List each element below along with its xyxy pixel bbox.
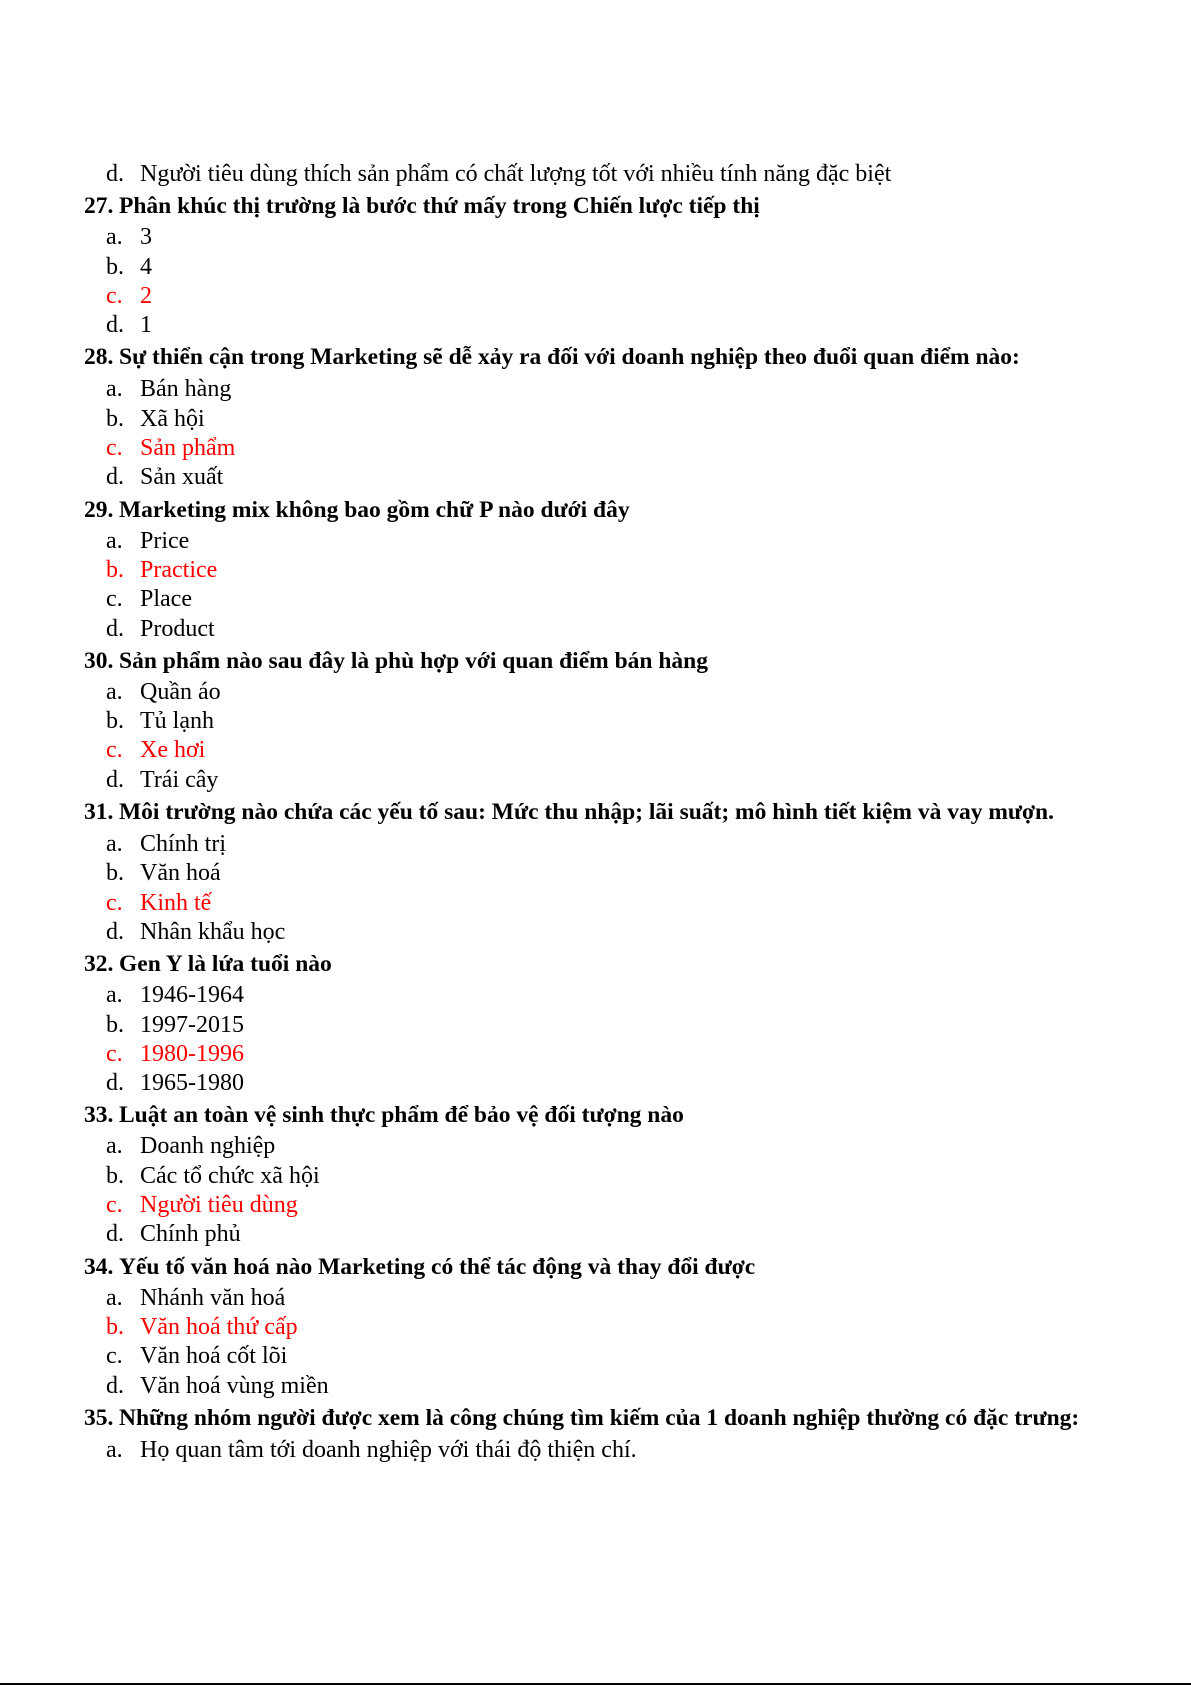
answer-option [84,859,1124,888]
answer-option [84,405,1124,434]
answer-option [84,527,1124,556]
answer-option [84,1372,1124,1401]
option-text: 1997-2015 [140,1011,244,1038]
option-text: Product [140,615,215,642]
option-letter: c. [106,889,123,916]
option-letter: c. [106,586,123,613]
answer-option [84,1220,1124,1249]
correct-answer-option [84,736,1124,765]
option-text: Practice [140,556,218,583]
option-text: 2 [140,282,152,309]
option-text: 1965-1980 [140,1070,244,1097]
option-letter: c. [106,1343,123,1370]
option-text: Xã hội [140,405,205,432]
question-text: Sản phẩm nào sau đây là phù hợp với quan điểm bán hàng [119,647,708,674]
option-text: Quần áo [140,678,221,705]
answer-option [84,223,1124,252]
option-text: Người tiêu dùng [140,1192,298,1219]
option-text: Doanh nghiệp [140,1133,276,1160]
option-letter: a. [106,224,123,251]
question-number: 32. [84,951,114,978]
answer-option [84,1162,1124,1191]
correct-answer-option [84,434,1124,463]
answer-option [84,585,1124,614]
question-number: 34. [84,1253,114,1280]
option-letter: a. [106,831,123,858]
answer-option [84,160,1124,189]
question-heading [84,947,1124,981]
question-text: Sự thiển cận trong Marketing sẽ dễ xảy ra đối với doanh nghiệp theo đuổi quan điểm nào: [119,344,1020,371]
answer-option [84,253,1124,282]
option-letter: b. [106,556,124,583]
answer-option [84,311,1124,340]
question-heading [84,340,1124,375]
answer-option [84,830,1124,859]
option-text: Bán hàng [140,376,232,403]
question-text: Môi trường nào chứa các yếu tố sau: Mức thu nhập; lãi suất; mô hình tiết kiệm và vay mượn. [119,799,1054,826]
answer-option [84,981,1124,1010]
question-number: 27. [84,193,114,220]
option-text: 3 [140,224,152,251]
answer-option [84,1284,1124,1313]
question-text: Luật an toàn vệ sinh thực phẩm để bảo vệ đối tượng nào [119,1102,684,1129]
option-text: Trái cây [140,766,219,793]
option-letter: a. [106,982,123,1009]
option-letter: d. [106,766,124,793]
option-letter: d. [106,312,124,339]
option-letter: a. [106,1133,123,1160]
option-text: Chính phủ [140,1221,241,1248]
correct-answer-option [84,889,1124,918]
option-letter: d. [106,464,124,491]
option-text: Họ quan tâm tới doanh nghiệp với thái độ thiện chí. [140,1436,637,1463]
option-text: Văn hoá thứ cấp [140,1313,298,1340]
option-text: Kinh tế [140,889,212,916]
option-letter: b. [106,860,124,887]
correct-answer-option [84,556,1124,585]
option-text: 1980-1996 [140,1040,244,1067]
option-text: Văn hoá vùng miền [140,1372,329,1399]
option-text: Văn hoá [140,860,221,887]
option-text: Nhánh văn hoá [140,1284,286,1311]
answer-option [84,375,1124,404]
option-letter: d. [106,1372,124,1399]
question-text: Marketing mix không bao gồm chữ P nào dưới đây [119,496,630,523]
question-number: 28. [84,344,114,371]
option-letter: d. [106,161,124,187]
question-number: 29. [84,496,114,523]
correct-answer-option [84,1313,1124,1342]
option-text: Nhân khẩu học [140,918,286,945]
option-text: Xe hơi [140,737,206,764]
question-heading [84,1098,1124,1132]
question-heading [84,189,1124,223]
question-number: 31. [84,799,114,826]
question-text: Yếu tố văn hoá nào Marketing có thể tác động và thay đổi được [119,1253,756,1280]
question-heading [84,1250,1124,1284]
answer-option [84,1011,1124,1040]
question-heading [84,493,1124,527]
answer-option [84,678,1124,707]
option-letter: a. [106,1284,123,1311]
answer-option [84,918,1124,947]
option-letter: c. [106,282,123,309]
option-text: Các tổ chức xã hội [140,1162,320,1189]
option-text: Sản phẩm [140,435,236,462]
option-text: Price [140,527,190,554]
answer-option [84,615,1124,644]
option-text: Place [140,586,192,613]
correct-answer-option [84,1191,1124,1220]
option-text: Tủ lạnh [140,708,214,735]
option-letter: b. [106,708,124,735]
option-letter: b. [106,1313,124,1340]
answer-option [84,707,1124,736]
answer-option [84,1069,1124,1098]
option-letter: a. [106,527,123,554]
correct-answer-option [84,282,1124,311]
option-letter: d. [106,615,124,642]
question-heading [84,795,1124,830]
option-letter: b. [106,405,124,432]
option-text: Người tiêu dùng thích sản phẩm có chất lượng tốt với nhiều tính năng đặc biệt [140,161,892,187]
option-text: Sản xuất [140,464,224,491]
question-heading [84,1401,1124,1436]
option-letter: b. [106,1011,124,1038]
option-letter: a. [106,1436,123,1463]
option-letter: d. [106,1070,124,1097]
option-letter: c. [106,435,123,462]
answer-option [84,1436,1124,1465]
quiz-content [84,160,1124,1465]
option-letter: c. [106,1192,123,1219]
option-letter: c. [106,737,123,764]
question-text: Phân khúc thị trường là bước thứ mấy trong Chiến lược tiếp thị [119,193,760,220]
question-text: Những nhóm người được xem là công chúng tìm kiếm của 1 doanh nghiệp thường có đặc trưng: [119,1404,1080,1431]
answer-option [84,1342,1124,1371]
question-text: Gen Y là lứa tuổi nào [119,951,332,978]
question-number: 30. [84,647,114,674]
option-letter: d. [106,1221,124,1248]
answer-option [84,463,1124,492]
option-text: Văn hoá cốt lõi [140,1343,288,1370]
option-text: 4 [140,253,152,280]
correct-answer-option [84,1040,1124,1069]
option-letter: a. [106,678,123,705]
question-list [84,189,1124,1465]
option-letter: c. [106,1040,123,1067]
option-text: 1946-1964 [140,982,244,1009]
option-text: 1 [140,312,152,339]
option-text: Chính trị [140,831,227,858]
answer-option [84,766,1124,795]
option-letter: b. [106,253,124,280]
question-number: 33. [84,1102,114,1129]
question-number: 35. [84,1404,114,1431]
answer-option [84,1132,1124,1161]
option-letter: b. [106,1162,124,1189]
option-letter: a. [106,376,123,403]
question-heading [84,644,1124,678]
option-letter: d. [106,918,124,945]
